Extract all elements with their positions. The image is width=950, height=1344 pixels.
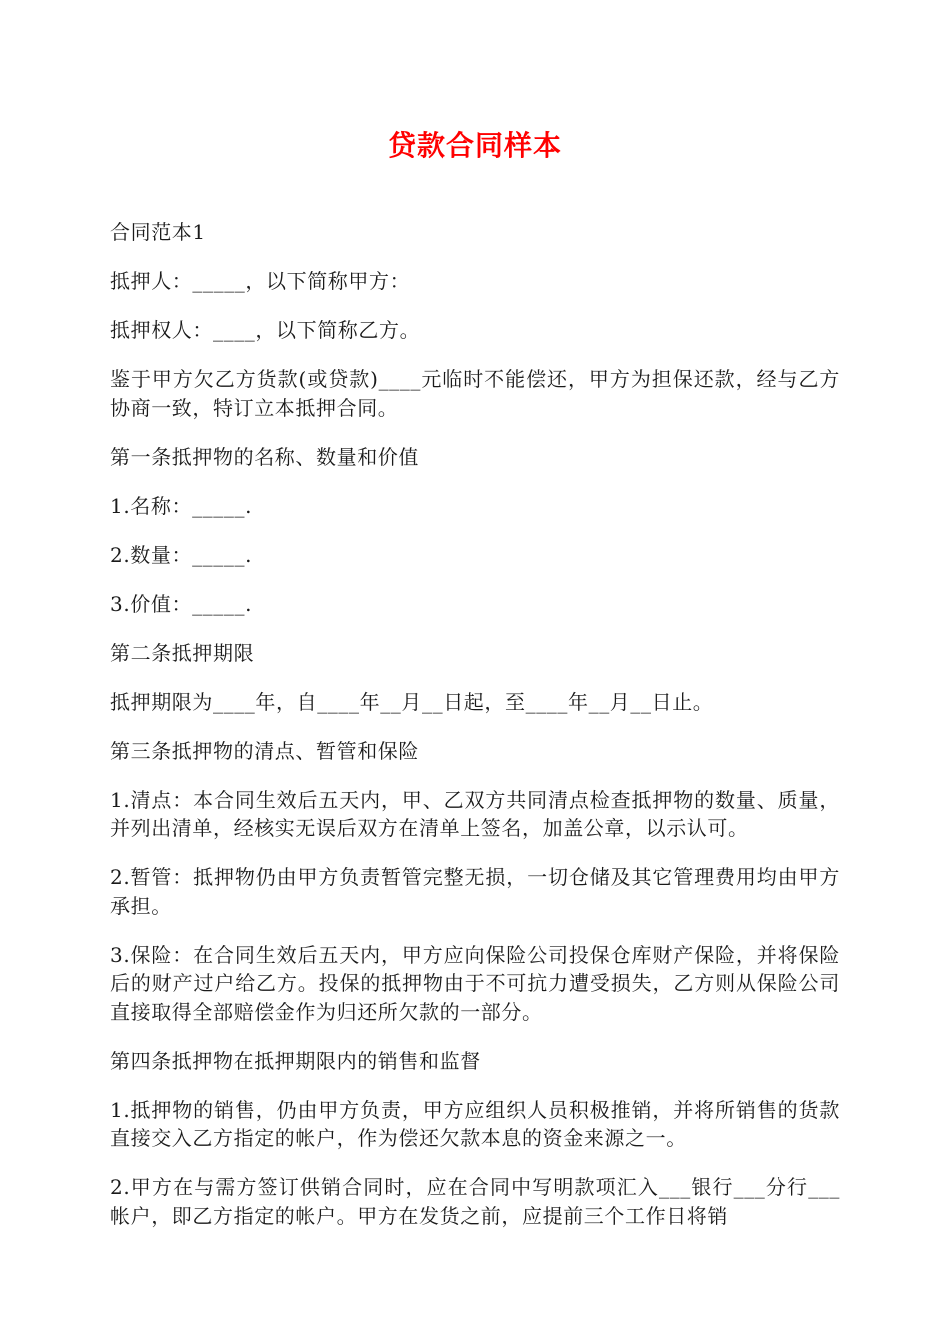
paragraph-insurance: 3.保险：在合同生效后五天内，甲方应向保险公司投保仓库财产保险，并将保险后的财产过户给乙方。投保的抵押物由于不可抗力遭受损失，乙方则从保险公司直接取得全部赔偿金作为归还所欠款的一部分。: [110, 942, 840, 1024]
document-body: [110, 218, 840, 1251]
paragraph-item-name: 1.名称：_____.: [110, 493, 253, 518]
paragraph-preamble: 鉴于甲方欠乙方货款(或贷款)____元临时不能偿还，甲方为担保还款，经与乙方协商一致，特订立本抵押合同。: [110, 367, 840, 420]
paragraph-supply-contract: 2.甲方在与需方签订供销合同时，应在合同中写明款项汇入___银行___分行___帐户，即乙方指定的帐户。甲方在发货之前，应提前三个工作日将销: [110, 1175, 840, 1228]
paragraph-inventory: 1.清点：本合同生效后五天内，甲、乙双方共同清点检查抵押物的数量、质量，并列出清单，经核实无误后双方在清单上签名，加盖公章，以示认可。: [110, 787, 840, 840]
paragraph-custody: 2.暂管：抵押物仍由甲方负责暂管完整无损，一切仓储及其它管理费用均由甲方承担。: [110, 865, 840, 918]
section-heading-1: 第一条抵押物的名称、数量和价值: [110, 444, 419, 469]
paragraph-item-quantity: 2.数量：_____.: [110, 542, 253, 567]
paragraph-mortgagee: 抵押权人：____，以下简称乙方。: [110, 318, 421, 342]
paragraph-sales: 1.抵押物的销售，仍由甲方负责，甲方应组织人员积极推销，并将所销售的货款直接交入乙方指定的帐户，作为偿还欠款本息的资金来源之一。: [110, 1097, 840, 1150]
paragraph-mortgagor: 抵押人：_____，以下简称甲方：: [110, 269, 411, 293]
paragraph-item-value: 3.价值：_____.: [110, 591, 253, 616]
paragraph-term: 抵押期限为____年，自____年__月__日起，至____年__月__日止。: [110, 689, 714, 714]
section-heading-4: 第四条抵押物在抵押期限内的销售和监督: [110, 1048, 481, 1073]
paragraph-contract-label: 合同范本1: [110, 220, 206, 244]
section-heading-2: 第二条抵押期限: [110, 640, 255, 665]
section-heading-3: 第三条抵押物的清点、暂管和保险: [110, 738, 419, 763]
document-title: 贷款合同样本: [387, 129, 562, 162]
